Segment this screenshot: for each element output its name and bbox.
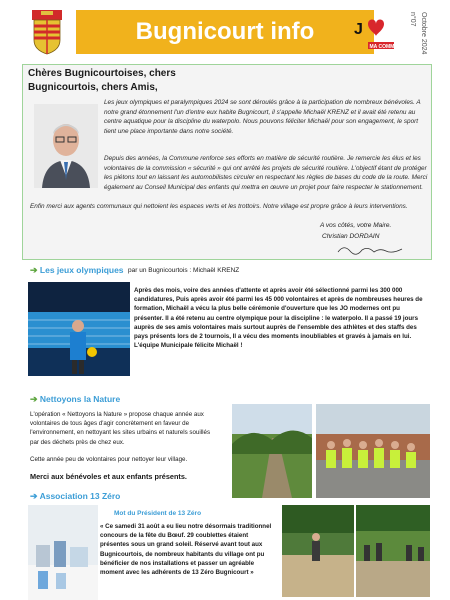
mayor-portrait (34, 104, 98, 188)
olympics-subheading: par un Bugnicourtois : Michaël KRENZ (128, 267, 240, 274)
mayor-signature (336, 242, 406, 256)
nature-text-1: L'opération « Nettoyons la Nature » propose chaque année aux volontaires de tous âges d'agir concrètement en faveur de l'environnement, en nettoyant les sites urbains et naturels souillés par des déchets près de chez eux. (30, 411, 211, 446)
issue-number: n°07 (409, 12, 416, 27)
association-photo-petanque (282, 505, 354, 597)
olympics-photo (28, 282, 130, 376)
newsletter-title: Bugnicourt info (76, 10, 374, 54)
association-heading (30, 491, 120, 502)
association-subheading: Mot du Président de 13 Zéro (114, 510, 202, 517)
editorial-paragraph-2: Depuis des années, la Commune renforce ses efforts en matière de sécurité routière. Je remercie les élus et les volontaires de la commission « sécurité » qui ont arrêté les projets de sécurité routière. L'objectif étant de protéger les piétons tout en laissant les automobilistes circuler en respectant les règles de bases du code de la route. Merci également au Conseil Municipal des enfants qui mettra en œuvre un projet pour faire respecter le stationnement. (104, 155, 428, 191)
nature-thanks: Merci aux bénévoles et aux enfants présents. (30, 472, 187, 481)
association-photo-prizes (28, 505, 98, 600)
greeting-line-2: Bugnicourtois, chers Amis, (28, 82, 158, 93)
editorial-paragraph-3: Enfin merci aux agents communaux qui nettoient les espaces verts et les trottoirs. Notre village est propre grâce à leurs interventions. (30, 203, 408, 210)
greeting-line-1: Chères Bugnicourtoises, chers (28, 68, 176, 79)
olympics-text: Après des mois, voire des années d'attente et après avoir été sélectionné parmi les 300 000 candidatures, Puis après avoir été parmi les 45 000 volontaires et après de nombreuses heures de formation, Michaël a vécu la plus belle cérémonie d'ouverture que les JO modernes ont pu présenter. Il a été retenu au centre olympique pour la discipline : le waterpolo. Il a passé 19 jours auprès de ses amis volontaires mais surtout auprès de l'ensemble des athlètes et des staffs des pays présents lors de 2 tournois, Il a vécu des moments inoubliables et gravés à jamais en lui. L'équipe Municipale félicite Michaël ! (134, 287, 423, 350)
love-my-commune-logo (352, 14, 405, 52)
svg-text:J: J (354, 21, 363, 38)
issue-date: Octobre 2024 (420, 12, 427, 55)
arrow-right-icon: ➔ (30, 265, 38, 275)
nature-text-2: Cette année peu de volontaires pour nettoyer leur village. (30, 456, 188, 463)
arrow-right-icon: ➔ (30, 394, 38, 404)
nature-heading-text: Nettoyons la Nature (39, 394, 121, 404)
olympics-heading (30, 265, 124, 276)
olympics-heading-text: Les jeux olympiques (39, 265, 124, 275)
nature-heading (30, 394, 120, 405)
nature-photo-group (316, 404, 430, 498)
association-photo-crowd (356, 505, 430, 597)
logo-text: MA COMMUNE (369, 44, 405, 50)
association-heading-text: Association 13 Zéro (39, 491, 121, 501)
mayor-name: Christian DORDAIN (322, 233, 380, 240)
nature-photo-path (232, 404, 312, 498)
arrow-right-icon: ➔ (30, 491, 38, 501)
editorial-sign-off: A vos côtés, votre Maire. (320, 222, 392, 229)
editorial-paragraph-1: Les jeux olympiques et paralympiques 2024 se sont déroulés grâce à la participation de nombreux bénévoles. A notre grand étonnement l'un d'entre eux habite Bugnicourt, il s'appelle Michaël KRENZ et il avait été retenu au centre aquatique pour la discipline du waterpolo. Nous pouvons féliciter Michaël pour son engagement, le sport tient une place importante dans notre société. (104, 99, 421, 135)
coat-of-arms-icon (32, 10, 62, 54)
association-text: « Ce samedi 31 août a eu lieu notre désormais traditionnel concours de la fête du Bœuf. 29 coublettes étaient présentes sous un grand soleil. Réservé avant tout aux Bugnicourtois, de nombreux habitants du village ont pu bénéficier de nos installations et passer un agréable moment avec les adhérents de 13 Zéro Bugnicourt » (100, 523, 272, 577)
